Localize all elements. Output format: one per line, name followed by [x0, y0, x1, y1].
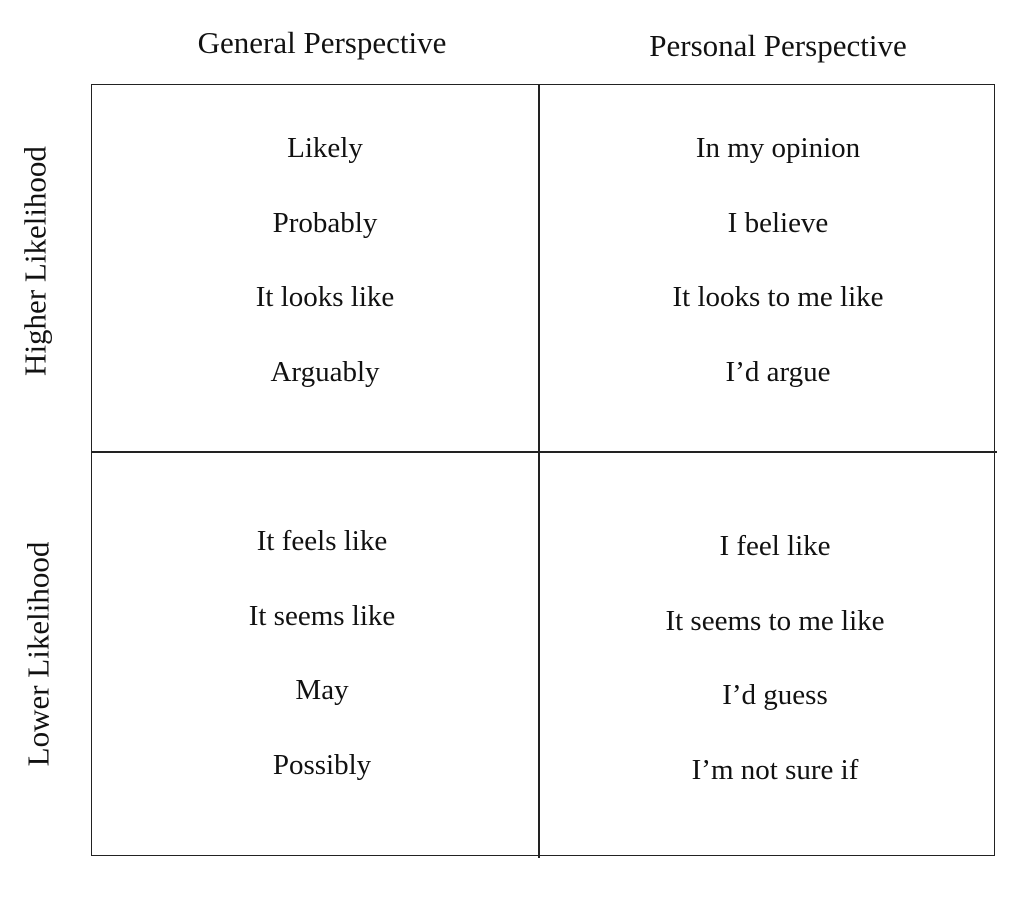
- phrase-item: It looks to me like: [672, 281, 884, 313]
- phrase-item: I believe: [727, 206, 829, 239]
- phrase-item: Likely: [287, 132, 363, 164]
- row-header-higher-likelihood: Higher Likelihood: [17, 146, 53, 376]
- column-header-personal-perspective: Personal Perspective: [649, 28, 907, 63]
- phrase-item: Arguably: [270, 355, 380, 388]
- grid-horizontal-divider: [91, 451, 997, 453]
- grid-vertical-divider: [538, 84, 540, 858]
- phrase-item: In my opinion: [695, 132, 861, 164]
- cell-lower-general: [249, 527, 396, 825]
- phrase-item: I’d argue: [725, 355, 831, 388]
- cell-lower-personal: [665, 532, 884, 830]
- phrase-item: Possibly: [272, 748, 372, 781]
- phrase-item: I’d guess: [722, 679, 828, 711]
- phrase-item: Probably: [272, 206, 378, 239]
- cell-higher-general: [256, 134, 395, 432]
- phrase-item: It looks like: [255, 281, 395, 313]
- phrase-item: May: [295, 674, 349, 706]
- phrase-item: It seems like: [248, 599, 396, 632]
- cell-higher-personal: [672, 134, 883, 432]
- row-header-lower-likelihood: Lower Likelihood: [20, 541, 56, 767]
- phrase-item: It seems to me like: [665, 604, 885, 637]
- phrase-item: It feels like: [256, 525, 388, 557]
- phrase-item: I’m not sure if: [691, 753, 859, 786]
- phrase-item: I feel like: [719, 530, 831, 562]
- column-header-general-perspective: General Perspective: [197, 25, 447, 60]
